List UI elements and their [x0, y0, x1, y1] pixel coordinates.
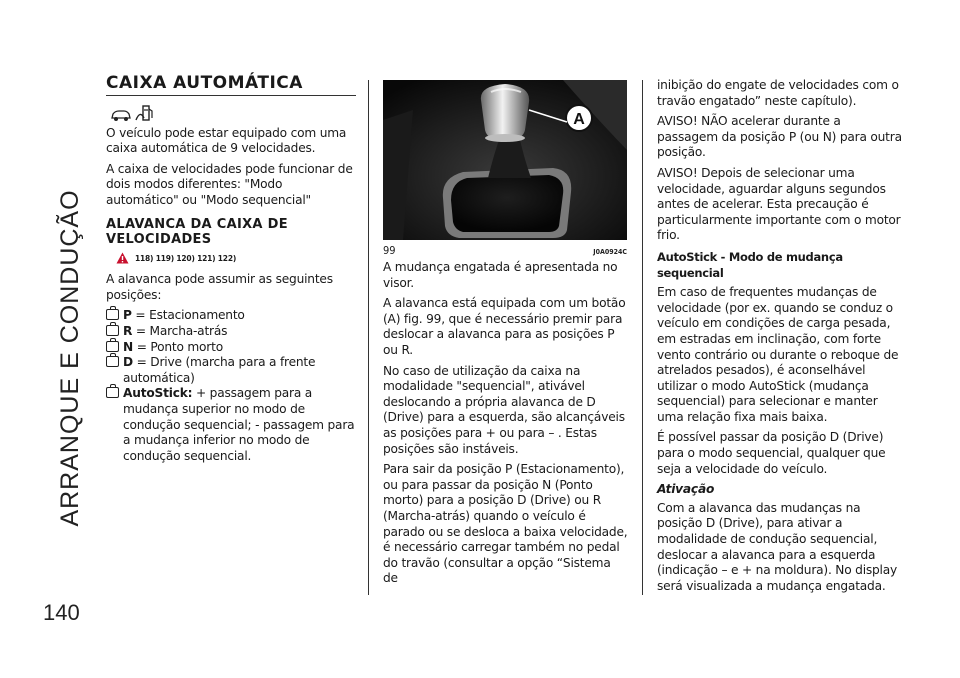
fuel-pump-icon [134, 104, 154, 122]
position-list [106, 308, 356, 464]
column-2 [383, 260, 629, 592]
subsection-title: ALAVANCA DA CAIXA DE VELOCIDADES [106, 216, 288, 247]
figure-number: 99 [383, 244, 396, 257]
page-number: 140 [43, 600, 80, 625]
position-desc: = Drive (marcha para a frente automática) [123, 355, 316, 385]
column-3 [657, 78, 905, 599]
paragraph: A alavanca pode assumir as seguintes posições: [106, 272, 333, 302]
warning-references [116, 251, 356, 267]
paragraph: AVISO! NÃO acelerar durante a passagem da posição P (ou N) para outra posição. [657, 114, 902, 160]
transmission-icon [106, 356, 119, 367]
list-item [106, 324, 356, 340]
warning-triangle-icon [116, 252, 129, 264]
position-desc: = Ponto morto [136, 339, 223, 354]
subheading: Ativação [657, 482, 715, 497]
subsection-title: AutoStick - Modo de mudança sequencial [657, 249, 843, 280]
paragraph: No caso de utilização da caixa na modalidade "sequencial", ativável deslocando a própria alavanca de D (Drive) para a esquerda, são alcançáveis as posições para + ou para – . Estas posições são instáveis. [383, 363, 625, 456]
position-desc: + passagem para a mudança superior no modo de condução sequencial; - passagem para a mudança inferior no modo de condução sequencial. [123, 386, 355, 463]
position-desc: = Marcha-atrás [135, 323, 228, 338]
paragraph: A mudança engatada é apresentada no visor. [383, 260, 618, 290]
paragraph: Em caso de frequentes mudanças de velocidade (por ex. quando se conduz o veículo em condições de carga pesada, em estradas em inclinação, com forte vento contrário ou durante o reboque de atrelados pesados), é aconselhável utilizar o modo AutoStick (mudança sequencial) para selecionar e manter uma relação fixa mais baixa. [657, 285, 899, 424]
gear-lever-illustration [383, 80, 627, 240]
car-icon [110, 108, 132, 122]
gear-lever-photo [383, 80, 627, 240]
section-title: CAIXA AUTOMÁTICA [106, 76, 356, 96]
position-key: D [123, 355, 133, 370]
position-key: P [123, 308, 132, 323]
paragraph: Para sair da posição P (Estacionamento), ou para passar da posição N (Ponto morto) para a posição D (Drive) ou R (Marcha-atrás) quando o veículo é parado ou se desloca a baixa velocidade, é necessário carregar também no pedal do travão (consultar a opção “Sistema de [383, 462, 628, 586]
list-item [106, 355, 356, 386]
position-key: N [123, 339, 133, 354]
list-item [106, 308, 356, 324]
transmission-icon [106, 309, 119, 320]
column-1 [106, 73, 356, 464]
warning-ref-numbers: 118) 119) 120) 121) 122) [135, 253, 237, 263]
paragraph: inibição do engate de velocidades com o travão engatado” neste capítulo). [657, 78, 899, 108]
chapter-title: ARRANQUE E CONDUÇÃO [56, 189, 84, 527]
list-item [106, 340, 356, 356]
paragraph: É possível passar da posição D (Drive) para o modo sequencial, qualquer que seja a velocidade do veículo. [657, 430, 886, 476]
paragraph: AVISO! Depois de selecionar uma velocidade, aguardar alguns segundos antes de acelerar. Esta precaução é particularmente importante com o motor frio. [657, 165, 901, 243]
position-key: R [123, 323, 133, 338]
column-divider [642, 80, 643, 595]
figure-caption [383, 244, 627, 257]
transmission-icon [106, 341, 119, 352]
transmission-icon [106, 387, 119, 398]
position-key: AutoStick: [123, 386, 193, 401]
paragraph: A alavanca está equipada com um botão (A) fig. 99, que é necessário premir para deslocar a alavanca para as posições P ou R. [383, 296, 626, 357]
paragraph: O veículo pode estar equipado com uma caixa automática de 9 velocidades. [106, 125, 347, 156]
figure-code: J0A0924C [593, 248, 627, 256]
list-item [106, 386, 356, 464]
column-divider [368, 80, 369, 595]
paragraph: Com a alavanca das mudanças na posição D (Drive), para ativar a modalidade de condução sequencial, deslocar a alavanca para a esquerda (indicação – e + na moldura). No display será visualizada a mudança engatada. [657, 500, 898, 593]
paragraph: A caixa de velocidades pode funcionar de dois modos diferentes: "Modo automático" ou "Modo sequencial" [106, 161, 353, 207]
applicability-icons [110, 104, 356, 122]
callout-label: A [573, 111, 585, 128]
position-desc: = Estacionamento [135, 308, 245, 323]
transmission-icon [106, 325, 119, 336]
